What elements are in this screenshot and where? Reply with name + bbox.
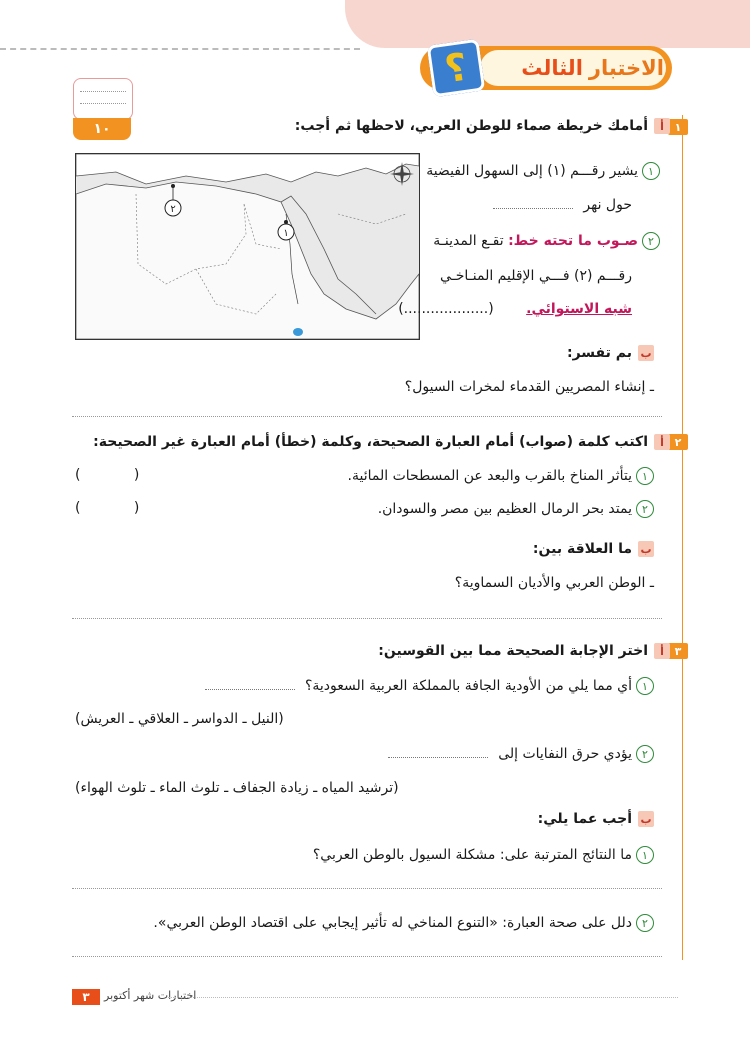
q2-b-heading: [533, 541, 654, 557]
q3-item1-options: (النيل ـ الدواسر ـ العلاقي ـ العريش): [75, 711, 284, 727]
underlined-phrase: شبه الاستوائي.: [526, 301, 632, 317]
q1-item2-line1: تقـع المدينـة: [433, 233, 504, 249]
question-number: ٣: [668, 643, 688, 659]
q2-item1: [348, 467, 654, 485]
q1-b-item: ـ إنشاء المصريين القدماء لمخرات السيول؟: [404, 379, 654, 395]
item-number: ١: [636, 846, 654, 864]
footer-divider: [168, 997, 678, 998]
answer-line[interactable]: [72, 618, 662, 619]
answer-blank[interactable]: [493, 208, 573, 209]
letter-badge: أ: [654, 118, 670, 134]
question-mark-icon: ؟: [442, 44, 470, 92]
score-line: [80, 103, 126, 104]
q3-b-text: أجب عما يلي:: [537, 811, 632, 827]
q1-item2: [433, 232, 660, 250]
q3-a-heading: [378, 643, 670, 659]
answer-line[interactable]: [72, 888, 662, 889]
item-number: ١: [636, 677, 654, 695]
q2-item1-text: يتأثر المناخ بالقرب والبعد عن المسطحات المائية.: [347, 468, 632, 484]
q1-a-heading: [295, 118, 670, 134]
item-number: ١: [642, 162, 660, 180]
item-number: ١: [636, 467, 654, 485]
q3-item1-text: أي مما يلي من الأودية الجافة بالمملكة العربية السعودية؟: [304, 678, 632, 694]
header-decoration: [345, 0, 750, 48]
arab-world-map: [75, 153, 420, 340]
q1-item1-line2: حول نهر: [583, 197, 632, 213]
q3-a-text: اختر الإجابة الصحيحة مما بين القوسين:: [378, 643, 648, 659]
q1-item1-line1: يشير رقـــم (١) إلى السهول الفيضية: [426, 163, 638, 179]
item-number: ٢: [642, 232, 660, 250]
answer-paren[interactable]: ( ): [75, 500, 140, 516]
q1-item1: [415, 162, 660, 180]
item-number: ٢: [636, 745, 654, 763]
q1-item2-line3: [398, 301, 632, 317]
q2-item2: [378, 500, 654, 518]
q1-b-heading: [567, 345, 654, 361]
answer-line[interactable]: [72, 956, 662, 957]
item-number: ٢: [636, 500, 654, 518]
q1-item1-cont: [493, 197, 632, 213]
q3-item1: [205, 677, 655, 695]
q3-b-heading: [538, 811, 654, 827]
title-part2: الثالث: [521, 56, 583, 80]
q1-a-text: أمامك خريطة صماء للوطن العربي، لاحظها ثم أجب:: [294, 118, 648, 134]
q3-b-item2: [153, 914, 654, 932]
item-number: ٢: [636, 914, 654, 932]
letter-badge: ب: [638, 345, 654, 361]
question-number: ١: [668, 119, 688, 135]
footer-label: اختبارات شهر أكتوبر: [104, 989, 197, 1002]
dashed-divider: [0, 48, 360, 50]
q2-a-heading: [93, 434, 670, 450]
letter-badge: أ: [654, 643, 670, 659]
score-line: [80, 91, 126, 92]
q3-b-item1: [313, 846, 654, 864]
page-title: [494, 52, 664, 84]
total-score: ١٠: [73, 118, 131, 140]
q2-item2-text: يمتد بحر الرمال العظيم بين مصر والسودان.: [377, 501, 632, 517]
q2-b-item: ـ الوطن العربي والأديان السماوية؟: [454, 575, 654, 591]
score-box: [73, 78, 133, 120]
q3-b-item1-text: ما النتائج المترتبة على: مشكلة السيول بالوطن العربي؟: [312, 847, 632, 863]
map-label-1: ١: [283, 228, 289, 239]
question-number: ٢: [668, 434, 688, 450]
margin-line: [682, 115, 683, 960]
q1-item2-label: صـوب ما تحته خط:: [508, 233, 638, 249]
answer-paren[interactable]: ( ): [75, 467, 140, 483]
title-part1: الاختبار: [588, 56, 664, 80]
map-svg: [76, 154, 419, 339]
letter-badge: أ: [654, 434, 670, 450]
q2-b-text: ما العلاقة بين:: [532, 541, 632, 557]
page-number: ٣: [72, 989, 100, 1005]
q1-item2-line2: رقـــم (٢) فـــي الإقليم المنـاخـي: [439, 268, 632, 284]
q3-item2: [388, 745, 654, 763]
letter-badge: ب: [638, 541, 654, 557]
q2-a-text: اكتب كلمة (صواب) أمام العبارة الصحيحة، وكلمة (خطأ) أمام العبارة غير الصحيحة:: [93, 434, 648, 450]
letter-badge: ب: [638, 811, 654, 827]
answer-blank[interactable]: [388, 757, 488, 758]
q3-item2-text: يؤدي حرق النفايات إلى: [498, 746, 632, 762]
q3-b-item2-text: دلل على صحة العبارة: «التنوع المناخي له تأثير إيجابي على اقتصاد الوطن العربي».: [153, 915, 632, 931]
q1-b-text: بم تفسر:: [567, 345, 632, 361]
q3-item2-options: (ترشيد المياه ـ زيادة الجفاف ـ تلوث الماء ـ تلوث الهواء): [75, 780, 399, 796]
answer-line[interactable]: [72, 416, 662, 417]
answer-blank[interactable]: [205, 689, 295, 690]
map-label-2: ٢: [170, 204, 176, 215]
answer-paren[interactable]: (...................): [398, 301, 494, 317]
